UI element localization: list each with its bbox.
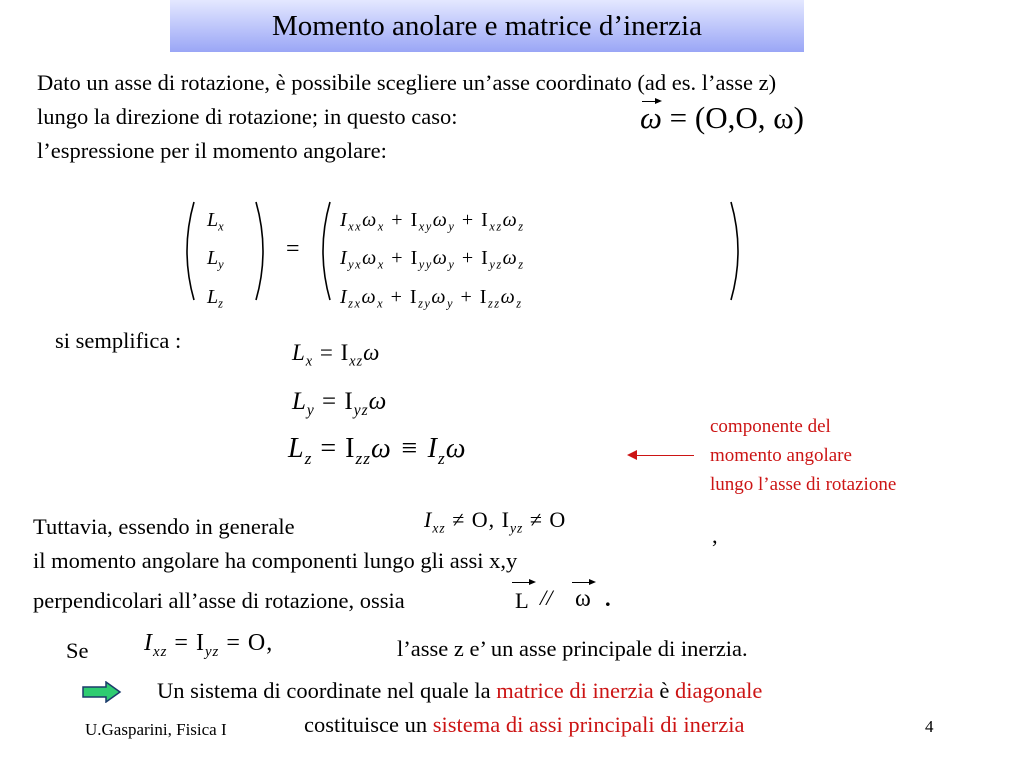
matrix-lhs <box>207 204 224 319</box>
vector-omega-arrow-head <box>589 579 596 585</box>
matrix-row-z: $I_{zx}\omega_x + I_{zy}\omega_y + I_{zz}\omega_z$ <box>340 285 523 310</box>
annotation-arrow-head <box>627 450 637 460</box>
annotation-line-3: lungo l’asse di rotazione <box>710 474 897 495</box>
sentence-dot: . <box>605 586 611 611</box>
page-title: Momento anolare e matrice d’inerzia <box>272 9 702 42</box>
lhs-lz: $L_z$ <box>207 285 223 310</box>
page-number: 4 <box>925 717 934 736</box>
simplify-label: si semplifica : <box>55 328 182 353</box>
title-banner <box>170 0 804 52</box>
sistema-highlight: sistema di assi principali di inerzia <box>432 712 745 737</box>
annotation-line-2: momento angolare <box>710 445 852 466</box>
footer-author: U.Gasparini, Fisica I <box>85 720 227 739</box>
se-text: l’asse z e’ un asse principale di inerzia. <box>397 636 748 661</box>
ineq-equation: $I_{xz} \ne O$, $I_{yz} \ne O$ <box>424 507 567 536</box>
vector-L-arrow-head <box>529 579 536 585</box>
conclusion-line-2: costituisce un sistema di assi principali di inerzia <box>304 712 745 737</box>
se-label: Se <box>66 638 89 663</box>
intro-line-1: Dato un asse di rotazione, è possibile scegliere un’asse coordinato (ad es. l’asse z) <box>37 70 777 95</box>
omega-vector-rhs: = (O,O, ω) <box>669 100 804 135</box>
omega-vector-symbol: ω <box>640 100 662 135</box>
lhs-lx: $L_x$ <box>207 209 224 234</box>
vector-arrow-bar <box>642 101 656 102</box>
omega-vector-equation <box>640 100 804 136</box>
annotation-text <box>710 412 896 499</box>
annotation-line-1: componente del <box>710 416 831 437</box>
matrix-rhs <box>340 204 525 319</box>
green-arrow-icon <box>82 681 122 703</box>
vector-arrow-head <box>655 98 662 104</box>
tuttavia-line-1: Tuttavia, essendo in generale <box>33 514 295 539</box>
lhs-ly: $L_y$ <box>207 247 224 272</box>
matrix-row-y: $I_{yx}\omega_x + I_{yy}\omega_y + I_{yz}\omega_z$ <box>340 247 525 272</box>
annotation-arrow-line <box>636 455 694 456</box>
intro-line-2: lungo la direzione di rotazione; in questo caso: <box>37 104 458 129</box>
matrix-equals: = <box>286 236 300 262</box>
conclusion-line-1: Un sistema di coordinate nel quale la matrice di inerzia è diagonale <box>157 678 763 703</box>
matrix-row-x: $I_{xx}\omega_x + I_{xy}\omega_y + I_{xz}\omega_z$ <box>340 209 525 234</box>
eq-ly: $L_y = I_{yz}\omega$ <box>292 388 388 420</box>
vector-omega-arrow-bar <box>572 582 590 583</box>
eq-lx: $L_x = I_{xz}\omega$ <box>292 340 381 370</box>
vector-L: L <box>515 588 529 613</box>
se-equation: $I_{xz} = I_{yz} = O$, <box>144 630 274 660</box>
tuttavia-line-2: il momento angolare ha componenti lungo gli assi x,y <box>33 548 518 573</box>
vector-omega: ω <box>575 586 591 612</box>
vector-L-arrow-bar <box>512 582 530 583</box>
ineq-comma: , <box>712 523 718 548</box>
intro-line-3: l’espressione per il momento angolare: <box>37 138 387 163</box>
diagonale-highlight: diagonale <box>674 678 763 703</box>
eq-lz: $L_z = I_{zz}\omega \equiv I_z\omega$ <box>288 433 467 468</box>
not-parallel-symbol: // <box>540 585 553 610</box>
tuttavia-line-3: perpendicolari all’asse di rotazione, ossia <box>33 588 405 613</box>
matrice-highlight: matrice di inerzia <box>496 678 654 703</box>
